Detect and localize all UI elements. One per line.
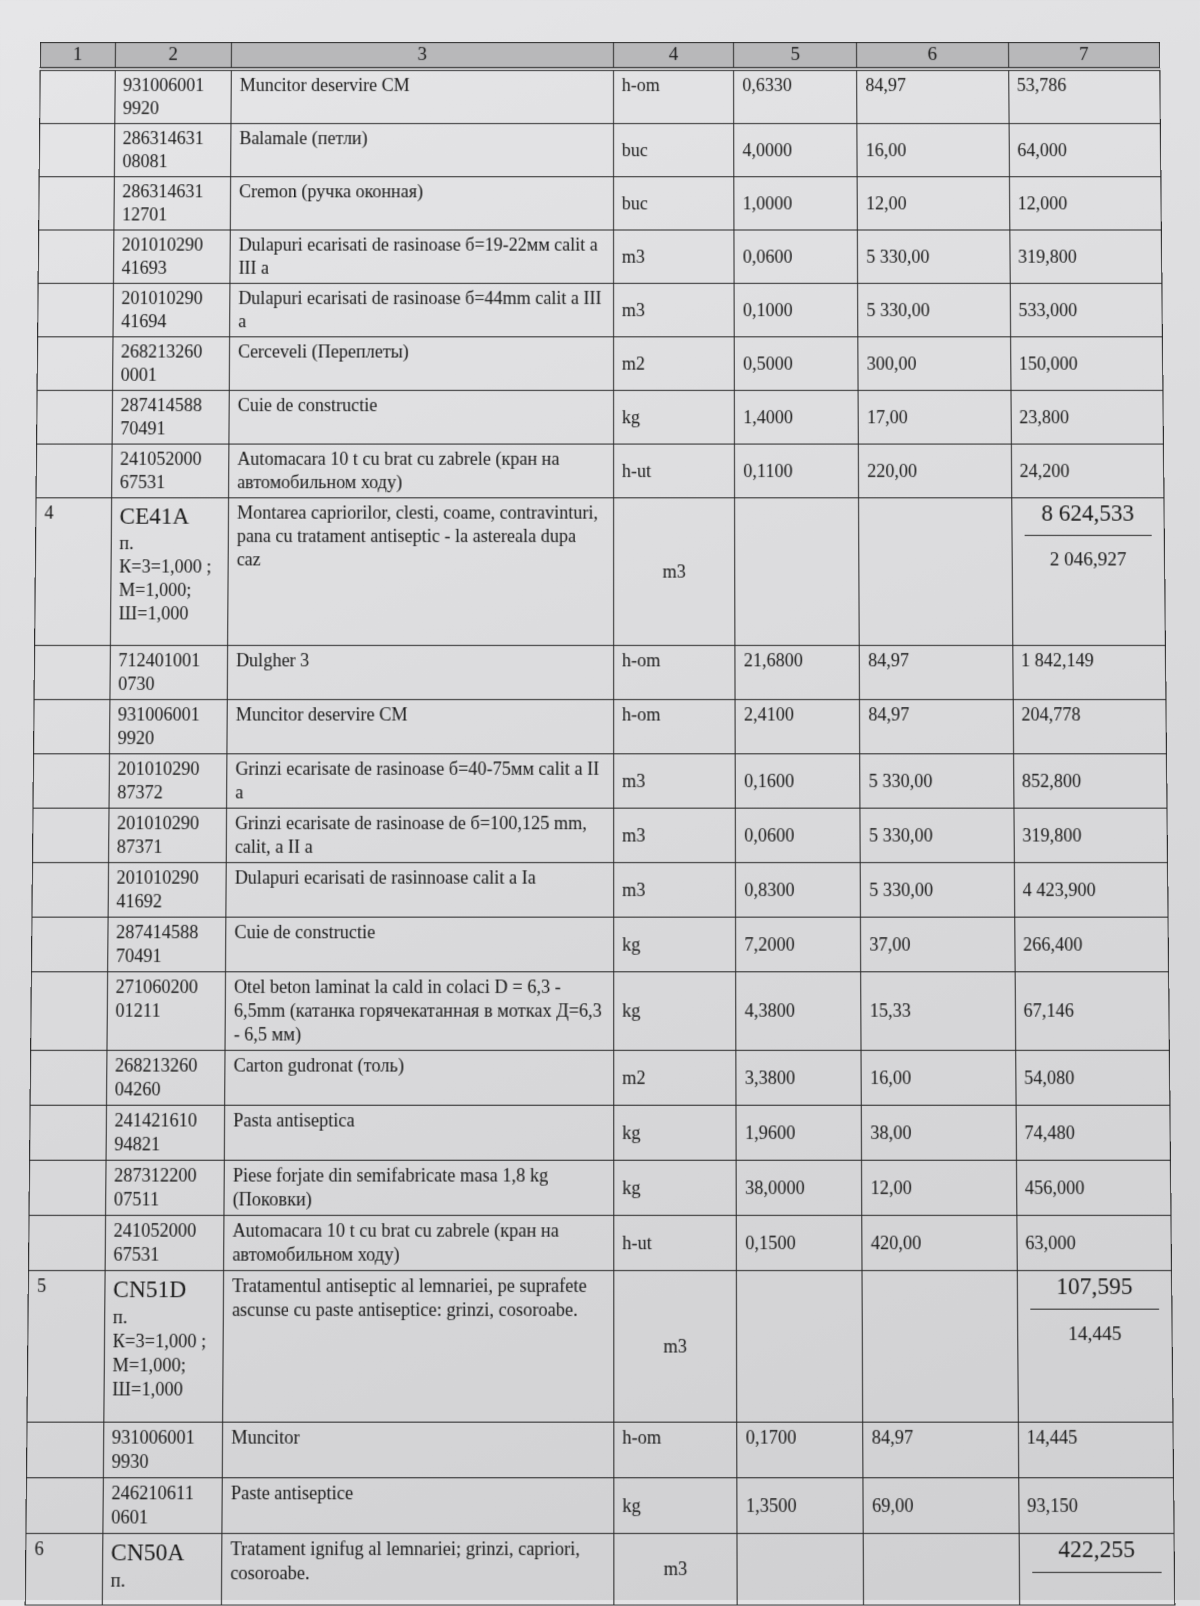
resource-name: Grinzi ecarisate de rasinoase de б=100,125 mm, calit, a II a bbox=[226, 808, 613, 862]
unit-price: 5 330,00 bbox=[860, 808, 1014, 862]
unit-price: 17,00 bbox=[858, 390, 1011, 444]
unit: buc bbox=[613, 124, 734, 177]
row-number-cell bbox=[37, 337, 113, 391]
row-number-cell bbox=[32, 863, 108, 918]
resource-row bbox=[39, 124, 1161, 177]
resource-row bbox=[34, 645, 1166, 699]
unit-price: 38,00 bbox=[861, 1105, 1016, 1160]
total: 852,800 bbox=[1013, 754, 1167, 808]
resource-name: Muncitor bbox=[222, 1422, 613, 1478]
resource-row bbox=[33, 754, 1167, 808]
unit-price: 16,00 bbox=[857, 124, 1009, 177]
row-number-cell bbox=[34, 700, 110, 754]
unit-price: 37,00 bbox=[861, 917, 1015, 972]
unit: kg bbox=[613, 972, 736, 1051]
section-number: 5 bbox=[27, 1271, 105, 1423]
total: 14,445 bbox=[1018, 1422, 1174, 1478]
unit: kg bbox=[613, 1160, 736, 1215]
unit: h-om bbox=[613, 645, 735, 699]
quantity bbox=[737, 1533, 863, 1605]
unit: m3 bbox=[613, 1533, 737, 1605]
resource-row bbox=[37, 390, 1164, 444]
total: 456,000 bbox=[1016, 1160, 1171, 1215]
section-labor-total: 14,445 bbox=[1067, 1323, 1122, 1346]
resource-code: 268213260 0001 bbox=[112, 337, 229, 391]
row-number-cell bbox=[31, 917, 107, 972]
unit-price: 420,00 bbox=[862, 1215, 1017, 1270]
unit: m3 bbox=[613, 863, 736, 918]
resource-row bbox=[38, 283, 1163, 336]
section-total: 422,255 bbox=[1032, 1537, 1162, 1573]
section-total: 8 624,533 bbox=[1024, 501, 1152, 536]
resource-row bbox=[29, 1160, 1171, 1215]
resource-name: Cuie de constructie bbox=[229, 390, 613, 444]
row-number-cell bbox=[32, 808, 108, 862]
unit-price bbox=[859, 498, 1013, 646]
total: 63,000 bbox=[1016, 1215, 1171, 1270]
row-number-cell bbox=[34, 645, 110, 699]
resource-name: Automacara 10 t cu brat cu zabrele (кран на автомобильном ходу) bbox=[223, 1215, 613, 1270]
unit-price bbox=[863, 1533, 1019, 1605]
unit-price: 84,97 bbox=[860, 700, 1014, 754]
resource-name: Cerceveli (Переплеты) bbox=[229, 337, 613, 391]
quantity: 2,4100 bbox=[735, 700, 860, 754]
section-row bbox=[27, 1271, 1173, 1423]
quantity bbox=[737, 1271, 863, 1423]
column-header-6: 6 bbox=[857, 42, 1009, 68]
resource-name: Balamale (петли) bbox=[231, 124, 614, 177]
resource-code: 201010290 41694 bbox=[113, 283, 230, 336]
resource-name: Paste antiseptice bbox=[222, 1478, 614, 1534]
resource-row bbox=[32, 808, 1167, 862]
quantity: 0,1600 bbox=[735, 754, 860, 808]
unit: m3 bbox=[613, 754, 735, 808]
resource-code: 286314631 12701 bbox=[114, 177, 231, 230]
resource-row bbox=[36, 444, 1164, 498]
resource-code: 931006001 9930 bbox=[103, 1422, 223, 1478]
unit: h-ut bbox=[613, 444, 735, 498]
row-number-cell bbox=[26, 1478, 103, 1534]
resource-row bbox=[28, 1215, 1171, 1270]
resource-code: 241052000 67531 bbox=[111, 444, 229, 498]
quantity: 1,9600 bbox=[736, 1105, 861, 1160]
estimate-table bbox=[25, 42, 1176, 1606]
resource-name: Cuie de constructie bbox=[225, 917, 613, 972]
section-total: 107,595 bbox=[1030, 1274, 1159, 1309]
unit-price: 220,00 bbox=[858, 444, 1011, 498]
row-number-cell bbox=[39, 124, 114, 177]
unit-price: 84,97 bbox=[857, 69, 1009, 124]
resource-row bbox=[39, 177, 1162, 230]
section-labor-total: 2 046,927 bbox=[1049, 549, 1127, 571]
row-number-cell bbox=[30, 1050, 106, 1105]
total: 266,400 bbox=[1014, 917, 1168, 972]
row-number-cell bbox=[36, 444, 112, 498]
section-code: CN51D bbox=[113, 1276, 187, 1303]
unit: h-om bbox=[613, 1422, 737, 1478]
total: 150,000 bbox=[1010, 337, 1163, 391]
unit-price: 300,00 bbox=[858, 337, 1011, 391]
column-header-3: 3 bbox=[231, 42, 613, 68]
unit: m3 bbox=[613, 498, 735, 646]
resource-name: Dulgher 3 bbox=[227, 645, 613, 699]
section-number: 6 bbox=[25, 1533, 102, 1605]
unit-price: 69,00 bbox=[863, 1478, 1019, 1534]
unit: kg bbox=[613, 1105, 736, 1160]
quantity: 4,0000 bbox=[734, 124, 857, 177]
unit-price: 84,97 bbox=[859, 645, 1012, 699]
column-header-1: 1 bbox=[40, 42, 115, 68]
quantity: 0,0600 bbox=[736, 808, 861, 862]
row-number-cell bbox=[31, 972, 108, 1051]
resource-code: 287312200 07511 bbox=[105, 1160, 224, 1215]
section-total-cell bbox=[1019, 1533, 1175, 1605]
total: 319,800 bbox=[1009, 230, 1161, 283]
quantity: 3,3800 bbox=[736, 1050, 861, 1105]
quantity: 0,1700 bbox=[737, 1422, 863, 1478]
resource-row bbox=[26, 1422, 1173, 1478]
unit-price: 84,97 bbox=[863, 1422, 1018, 1478]
resource-row bbox=[34, 700, 1167, 754]
resource-code: 201010290 87372 bbox=[109, 754, 227, 808]
total: 24,200 bbox=[1011, 444, 1164, 498]
resource-name: Muncitor deservire CM bbox=[231, 69, 613, 124]
quantity: 0,0600 bbox=[734, 230, 858, 283]
unit: h-om bbox=[613, 700, 735, 754]
section-row bbox=[25, 1533, 1175, 1605]
resource-name: Dulapuri ecarisati de rasinoase б=44mm calit a III a bbox=[229, 283, 613, 336]
resource-row bbox=[32, 863, 1168, 918]
resource-name: Muncitor deservire CM bbox=[227, 700, 614, 754]
resource-name: Cremon (ручка оконная) bbox=[230, 177, 613, 230]
section-coefficients: п. К=3=1,000 ; М=1,000; Ш=1,000 bbox=[112, 1306, 207, 1400]
resource-row bbox=[31, 917, 1168, 972]
resource-code: 271060200 01211 bbox=[107, 972, 226, 1051]
row-number-cell bbox=[38, 230, 113, 283]
quantity: 0,1500 bbox=[737, 1215, 863, 1270]
section-coefficients: п. К=3=1,000 ; М=1,000; Ш=1,000 bbox=[118, 532, 212, 624]
unit-price: 16,00 bbox=[861, 1050, 1015, 1105]
row-number-cell bbox=[39, 177, 114, 230]
total: 54,080 bbox=[1015, 1050, 1170, 1105]
section-code: CE41A bbox=[119, 503, 190, 529]
section-code-cell bbox=[103, 1271, 223, 1423]
row-number-cell bbox=[37, 390, 113, 444]
row-number-cell bbox=[26, 1422, 103, 1478]
quantity: 38,0000 bbox=[736, 1160, 862, 1215]
quantity: 7,2000 bbox=[736, 917, 861, 972]
quantity: 0,6330 bbox=[734, 69, 857, 124]
resource-code: 287414588 70491 bbox=[112, 390, 229, 444]
total: 204,778 bbox=[1013, 700, 1167, 754]
unit-price: 5 330,00 bbox=[860, 863, 1014, 918]
row-number-cell bbox=[38, 283, 113, 336]
resource-code: 241421610 94821 bbox=[106, 1105, 225, 1160]
resource-row bbox=[30, 1050, 1170, 1105]
resource-row bbox=[40, 69, 1161, 124]
resource-code: 931006001 9920 bbox=[114, 69, 231, 124]
unit: m3 bbox=[613, 230, 734, 283]
quantity: 1,3500 bbox=[737, 1478, 863, 1534]
total: 4 423,900 bbox=[1014, 863, 1168, 918]
section-code-cell bbox=[110, 498, 228, 646]
resource-code: 201010290 41692 bbox=[108, 863, 226, 918]
resource-name: Carton gudronat (толь) bbox=[225, 1050, 614, 1105]
resource-name: Grinzi ecarisate de rasinoase б=40-75мм calit a II a bbox=[226, 754, 613, 808]
resource-name: Dulapuri ecarisati de rasinnoase calit a Ia bbox=[226, 863, 614, 918]
row-number-cell bbox=[28, 1215, 105, 1270]
column-header-4: 4 bbox=[613, 42, 734, 68]
total: 74,480 bbox=[1016, 1105, 1171, 1160]
unit-price: 12,00 bbox=[857, 177, 1009, 230]
row-number-cell bbox=[40, 69, 115, 124]
resource-row bbox=[31, 972, 1170, 1051]
resource-code: 287414588 70491 bbox=[107, 917, 226, 972]
unit-price: 12,00 bbox=[862, 1160, 1017, 1215]
resource-code: 201010290 87371 bbox=[108, 808, 226, 862]
unit-price bbox=[862, 1271, 1018, 1423]
total: 53,786 bbox=[1008, 69, 1160, 124]
total: 23,800 bbox=[1011, 390, 1164, 444]
quantity: 0,8300 bbox=[736, 863, 861, 918]
unit: m2 bbox=[613, 1050, 736, 1105]
row-number-cell bbox=[30, 1105, 107, 1160]
column-header-5: 5 bbox=[734, 42, 857, 68]
section-number: 4 bbox=[35, 498, 112, 646]
column-header-7: 7 bbox=[1008, 42, 1160, 68]
unit: m3 bbox=[613, 808, 735, 862]
total: 12,000 bbox=[1009, 177, 1161, 230]
unit: h-om bbox=[613, 69, 734, 124]
resource-name: Dulapuri ecarisati de rasinoase б=19-22мм calit a III a bbox=[230, 230, 613, 283]
unit: kg bbox=[613, 1478, 737, 1534]
resource-row bbox=[37, 337, 1163, 391]
section-name: Tratament ignifug al lemnariei; grinzi, capriori, cosoroabe. bbox=[221, 1533, 613, 1605]
unit: buc bbox=[613, 177, 734, 230]
resource-code: 201010290 41693 bbox=[113, 230, 230, 283]
unit-price: 5 330,00 bbox=[860, 754, 1014, 808]
total: 93,150 bbox=[1018, 1478, 1174, 1534]
total: 64,000 bbox=[1009, 124, 1161, 177]
section-coefficients: п. bbox=[110, 1569, 126, 1591]
unit: h-ut bbox=[613, 1215, 736, 1270]
quantity: 0,5000 bbox=[735, 337, 859, 391]
column-header-row bbox=[40, 42, 1160, 68]
quantity: 4,3800 bbox=[736, 972, 861, 1051]
quantity: 0,1000 bbox=[734, 283, 858, 336]
section-code-cell bbox=[102, 1533, 222, 1605]
section-total-cell bbox=[1017, 1271, 1173, 1423]
total: 533,000 bbox=[1010, 283, 1163, 336]
unit-price: 5 330,00 bbox=[858, 230, 1010, 283]
total: 1 842,149 bbox=[1012, 645, 1166, 699]
resource-code: 286314631 08081 bbox=[114, 124, 231, 177]
row-number-cell bbox=[29, 1160, 106, 1215]
resource-row bbox=[38, 230, 1162, 283]
section-name: Tratamentul antiseptic al lemnariei, pe suprafete ascunse cu paste antiseptice: grinzi, cosoroabe. bbox=[222, 1271, 613, 1423]
section-total-cell bbox=[1011, 498, 1165, 646]
resource-name: Automacara 10 t cu brat cu zabrele (кран на автомобильном ходу) bbox=[228, 444, 613, 498]
section-name: Montarea capriorilor, clesti, coame, contravinturi, pana cu tratament antiseptic - la astereala dupa caz bbox=[227, 498, 613, 646]
section-row bbox=[35, 498, 1166, 646]
quantity: 0,1100 bbox=[735, 444, 859, 498]
unit: kg bbox=[613, 917, 736, 972]
resource-name: Pasta antiseptica bbox=[224, 1105, 613, 1160]
unit: m3 bbox=[613, 283, 734, 336]
quantity: 1,0000 bbox=[734, 177, 857, 230]
quantity bbox=[735, 498, 859, 646]
total: 67,146 bbox=[1015, 972, 1170, 1051]
resource-name: Otel beton laminat la cald in colaci D = 6,3 - 6,5mm (катанка горячекатанная в мотках Д=6,3 - 6,5 мм) bbox=[225, 972, 613, 1051]
unit: m3 bbox=[613, 1271, 737, 1423]
unit: kg bbox=[613, 390, 735, 444]
quantity: 1,4000 bbox=[735, 390, 859, 444]
quantity: 21,6800 bbox=[735, 645, 859, 699]
resource-code: 268213260 04260 bbox=[106, 1050, 225, 1105]
unit-price: 15,33 bbox=[861, 972, 1015, 1051]
resource-code: 712401001 0730 bbox=[110, 645, 228, 699]
resource-code: 246210611 0601 bbox=[102, 1478, 222, 1534]
unit-price: 5 330,00 bbox=[858, 283, 1010, 336]
resource-code: 241052000 67531 bbox=[105, 1215, 224, 1270]
resource-code: 931006001 9920 bbox=[109, 700, 227, 754]
unit: m2 bbox=[613, 337, 734, 391]
section-code: CN50A bbox=[110, 1539, 185, 1566]
row-number-cell bbox=[33, 754, 109, 808]
resource-name: Piese forjate din semifabricate masa 1,8 kg (Поковки) bbox=[224, 1160, 614, 1215]
total: 319,800 bbox=[1014, 808, 1168, 862]
column-header-2: 2 bbox=[115, 42, 232, 68]
resource-row bbox=[26, 1478, 1174, 1534]
resource-row bbox=[30, 1105, 1171, 1160]
